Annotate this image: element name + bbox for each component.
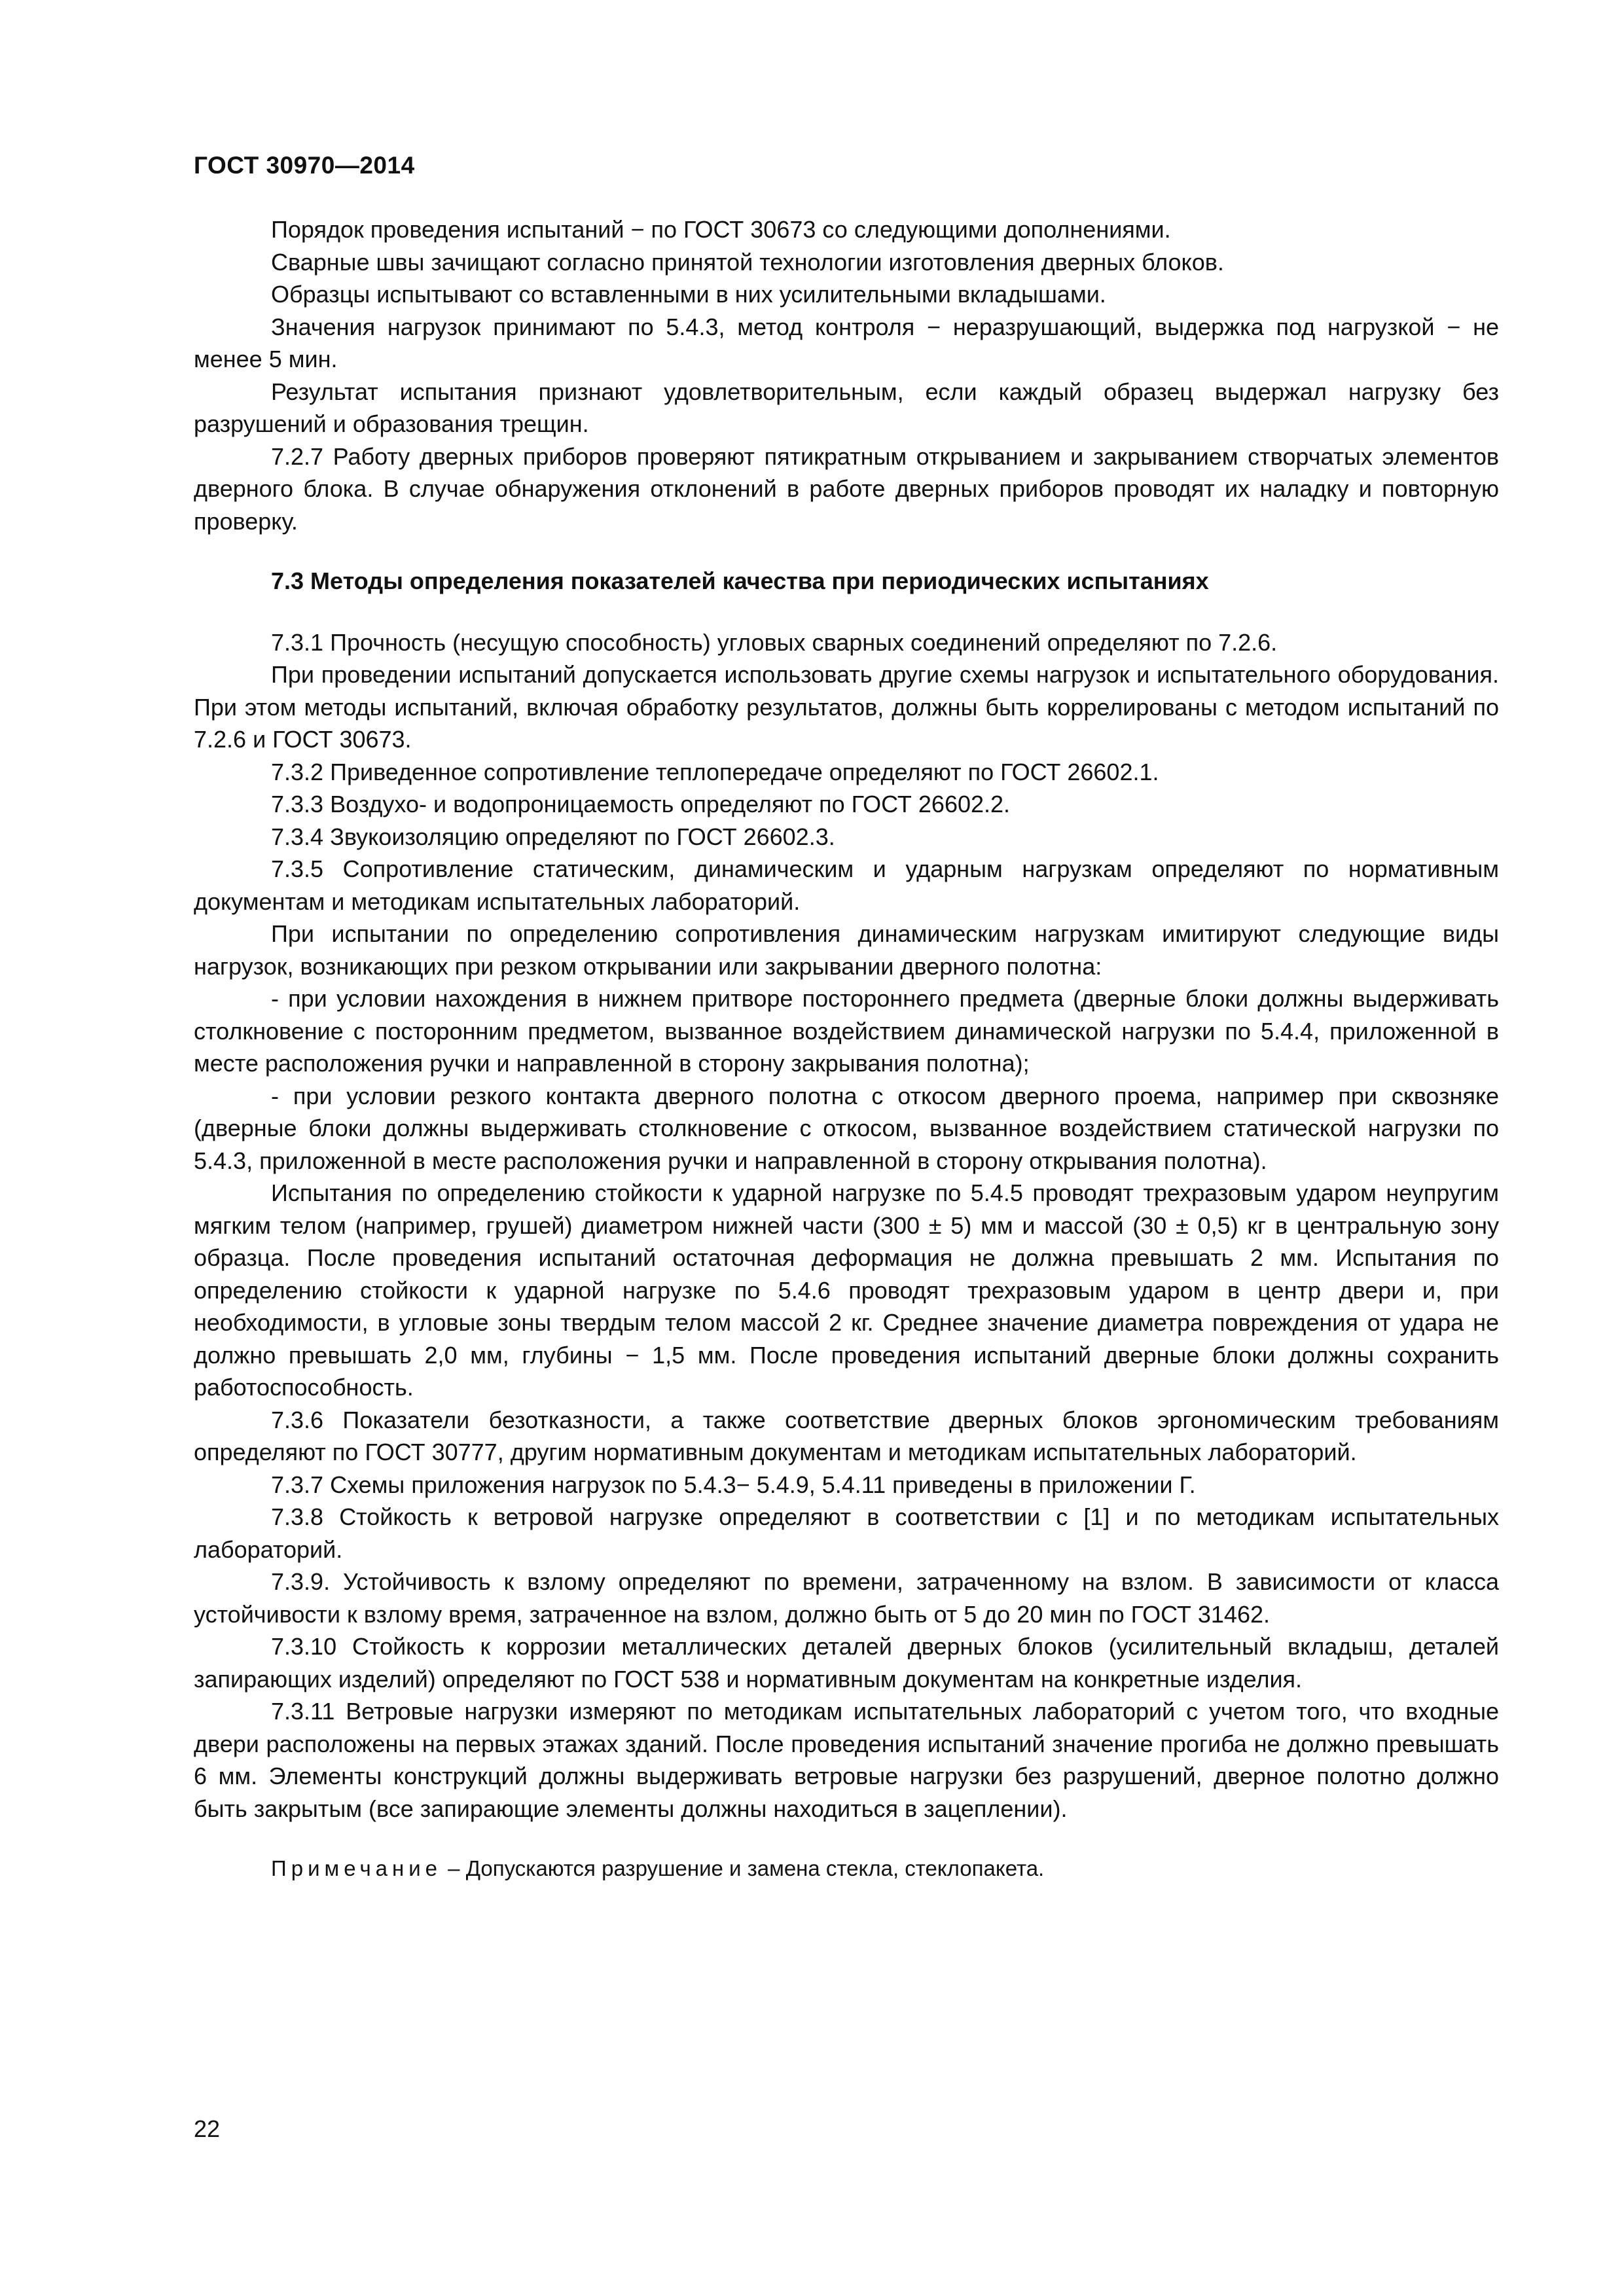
- paragraph: 7.3.9. Устойчивость к взлому определяют по времени, затраченному на взлом. В зависимости от класса устойчивости к взлому время, затраченное на взлом, должно быть от 5 до 20 мин по ГОСТ 31462.: [194, 1568, 1499, 1628]
- note-text: – Допускаются разрушение и замена стекла, стеклопакета.: [442, 1856, 1045, 1880]
- document-header: ГОСТ 30970—2014: [194, 152, 415, 179]
- paragraph: 7.2.7 Работу дверных приборов проверяют пятикратным открыванием и закрыванием створчатых элементов дверного блока. В случае обнаружения отклонений в работе дверных приборов проводят их наладку и повторную проверку.: [194, 442, 1499, 535]
- paragraph: Испытания по определению стойкости к ударной нагрузке по 5.4.5 проводят трехразовым ударом неупругим мягким телом (например, грушей) диаметром нижней части (300 ± 5) мм и массой (30 ± 0,5) кг в центральную зону образца. После проведения испытаний остаточная деформация не должна превышать 2 мм. Испытания по определению стойкости к ударной нагрузке по 5.4.6 проводят трехразовым ударом в центр двери и, при необходимости, в угловые зоны твердым телом массой 2 кг. Среднее значение диаметра повреждения от удара не должно превышать 2,0 мм, глубины − 1,5 мм. После проведения испытаний дверные блоки должны сохранить работоспособность.: [194, 1179, 1499, 1401]
- paragraph: 7.3.11 Ветровые нагрузки измеряют по методикам испытательных лабораторий с учетом того, что входные двери расположены на первых этажах зданий. После проведения испытаний значение прогиба не должно превышать 6 мм. Элементы конструкций должны выдерживать ветровые нагрузки без разрушений, дверное полотно должно быть закрытым (все запирающие элементы должны находиться в зацеплении).: [194, 1698, 1499, 1822]
- note: [194, 1854, 1499, 1884]
- paragraph: 7.3.6 Показатели безотказности, а также соответствие дверных блоков эргономическим требованиям определяют по ГОСТ 30777, другим нормативным документам и методикам испытательных лабораторий.: [194, 1406, 1499, 1465]
- paragraph: 7.3.4 Звукоизоляцию определяют по ГОСТ 26602.3.: [271, 823, 835, 850]
- paragraph: 7.3.5 Сопротивление статическим, динамическим и ударным нагрузкам определяют по нормативным документам и методикам испытательных лабораторий.: [194, 855, 1499, 915]
- list-item: - при условии резкого контакта дверного полотна с откосом дверного проема, например при сквозняке (дверные блоки должны выдерживать столкновение с откосом, вызванное воздействием статической нагрузки по 5.4.3, приложенной в месте расположения ручки и направленной в сторону открывания полотна).: [194, 1082, 1499, 1174]
- paragraph: 7.3.8 Стойкость к ветровой нагрузке определяют в соответствии с [1] и по методикам испытательных лабораторий.: [194, 1503, 1499, 1563]
- paragraph: При испытании по определению сопротивления динамическим нагрузкам имитируют следующие виды нагрузок, возникающих при резком открывании или закрывании дверного полотна:: [194, 920, 1499, 980]
- paragraph: Сварные швы зачищают согласно принятой технологии изготовления дверных блоков.: [271, 248, 1224, 276]
- paragraph: 7.3.3 Воздухо- и водопроницаемость определяют по ГОСТ 26602.2.: [271, 791, 1011, 817]
- paragraph: Результат испытания признают удовлетворительным, если каждый образец выдержал нагрузку без разрушений и образования трещин.: [194, 378, 1499, 437]
- note-label: Примечание: [271, 1856, 442, 1880]
- section-heading: 7.3 Методы определения показателей качества при периодических испытаниях: [271, 567, 1209, 594]
- page-number: 22: [194, 2115, 221, 2142]
- paragraph: 7.3.7 Схемы приложения нагрузок по 5.4.3− 5.4.9, 5.4.11 приведены в приложении Г.: [271, 1471, 1196, 1498]
- document-body: [194, 213, 1499, 1884]
- paragraph: Образцы испытывают со вставленными в них усилительными вкладышами.: [271, 281, 1106, 308]
- paragraph: 7.3.2 Приведенное сопротивление теплопередаче определяют по ГОСТ 26602.1.: [271, 758, 1159, 785]
- paragraph: 7.3.1 Прочность (несущую способность) угловых сварных соединений определяют по 7.2.6.: [271, 628, 1278, 656]
- paragraph: Порядок проведения испытаний − по ГОСТ 30673 со следующими дополнениями.: [271, 216, 1171, 243]
- paragraph: Значения нагрузок принимают по 5.4.3, метод контроля − неразрушающий, выдержка под нагрузкой − не менее 5 мин.: [194, 313, 1499, 372]
- paragraph: При проведении испытаний допускается использовать другие схемы нагрузок и испытательного оборудования. При этом методы испытаний, включая обработку результатов, должны быть коррелированы с методом испытаний по 7.2.6 и ГОСТ 30673.: [194, 661, 1499, 753]
- paragraph: 7.3.10 Стойкость к коррозии металлических деталей дверных блоков (усилительный вкладыш, деталей запирающих изделий) определяют по ГОСТ 538 и нормативным документам на конкретные изделия.: [194, 1633, 1499, 1693]
- list-item: - при условии нахождения в нижнем притворе постороннего предмета (дверные блоки должны выдерживать столкновение с посторонним предметом, вызванное воздействием динамической нагрузки по 5.4.4, приложенной в месте расположения ручки и направленной в сторону закрывания полотна);: [194, 985, 1499, 1077]
